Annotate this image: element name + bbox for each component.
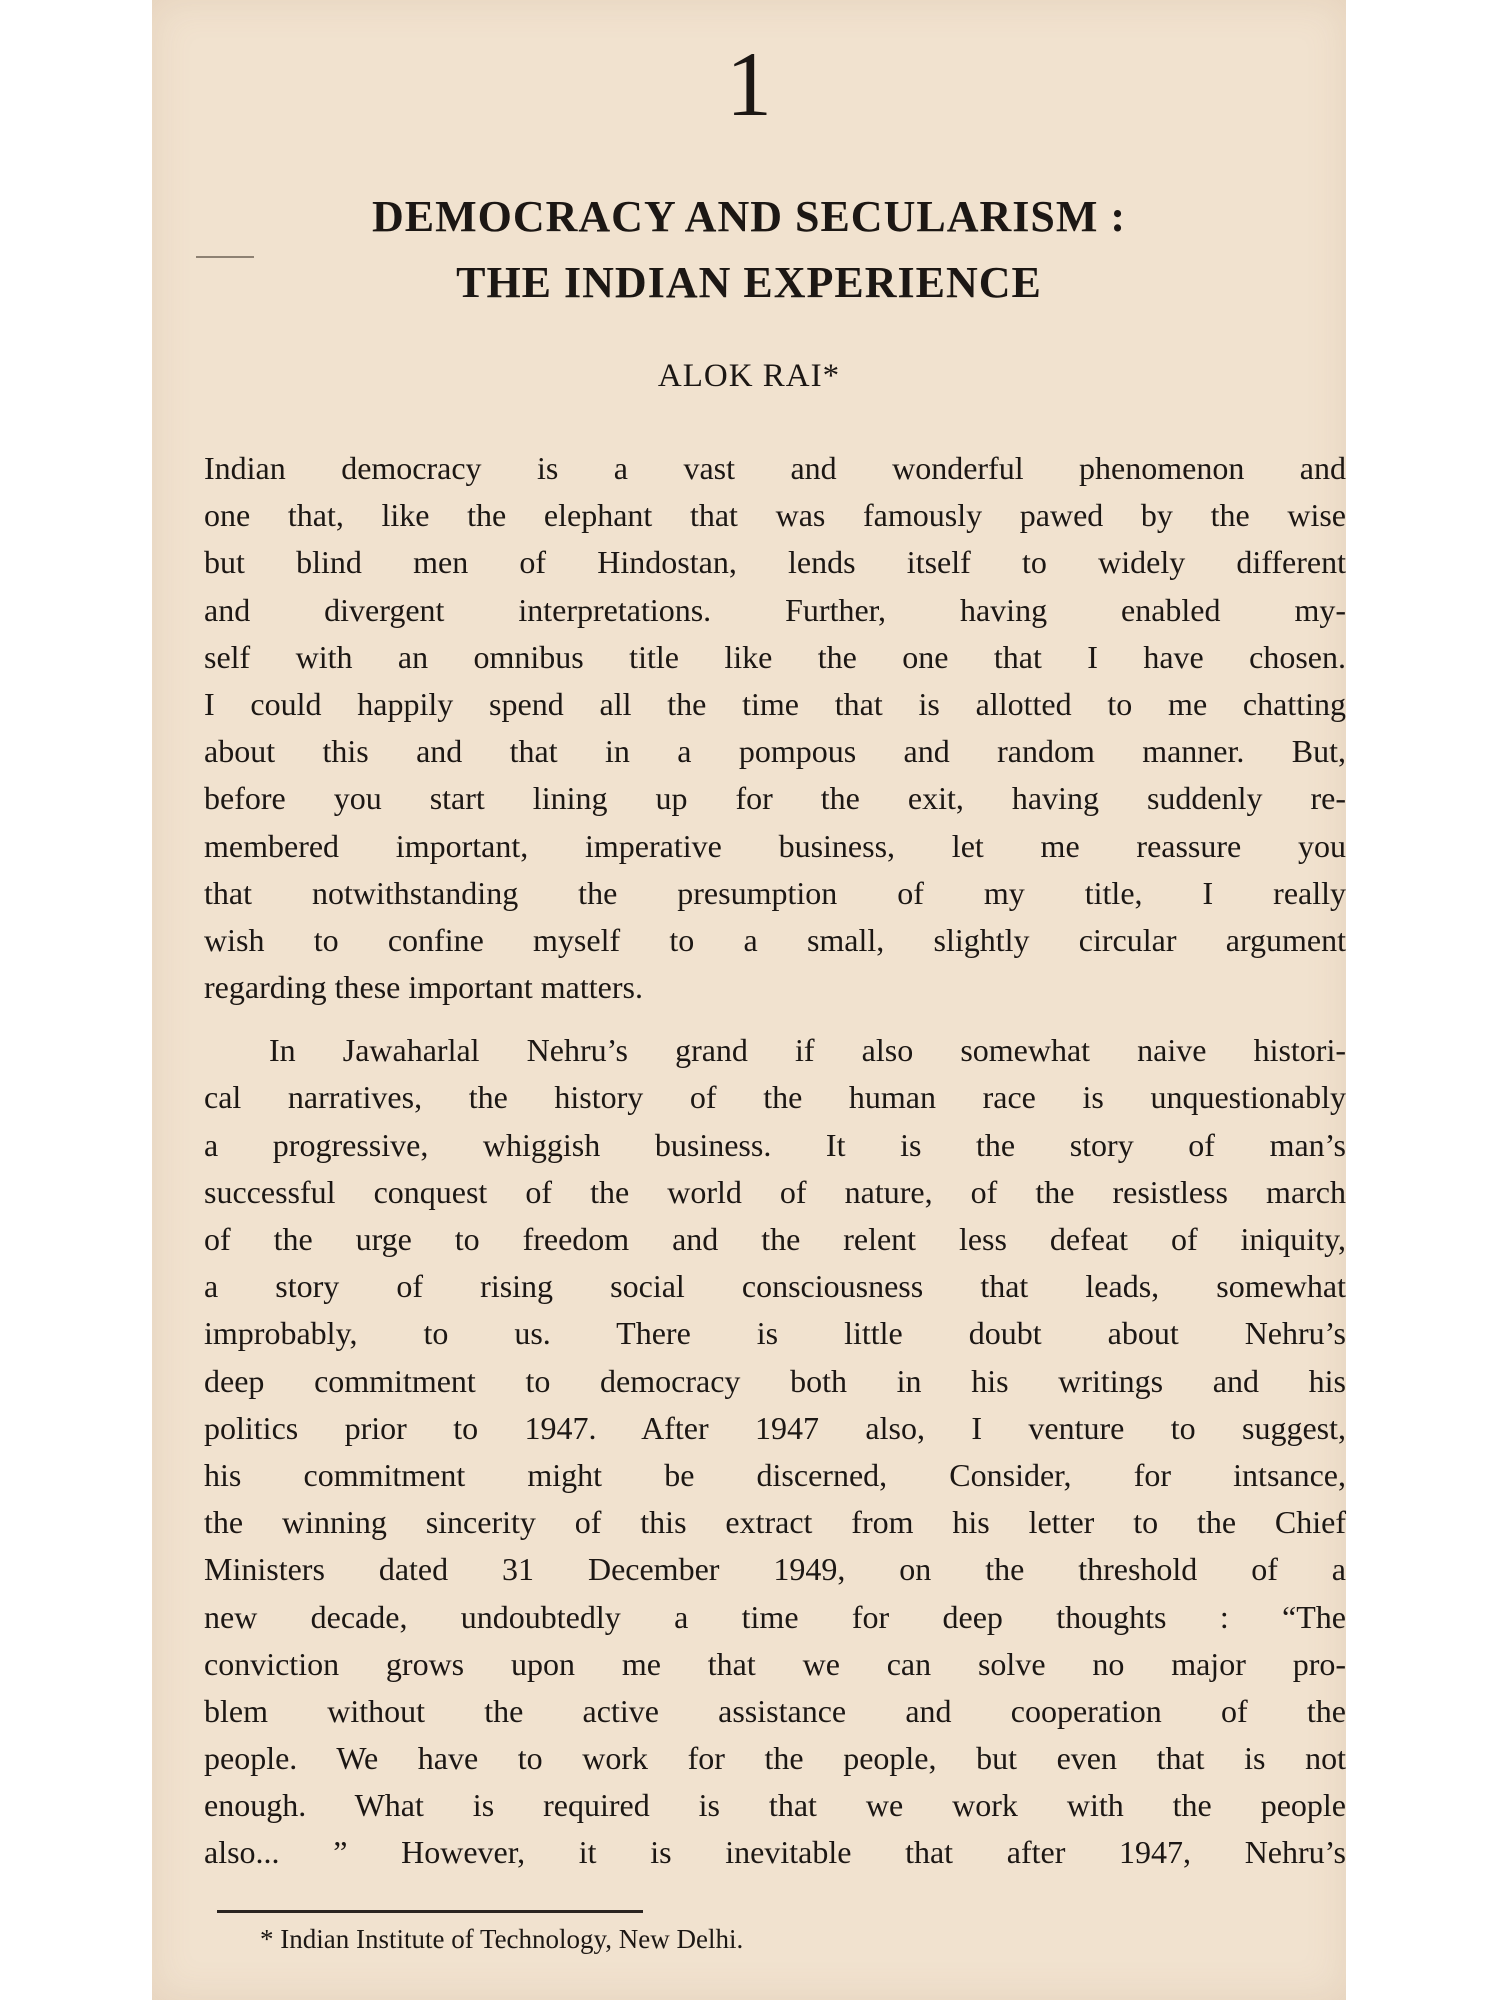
text-line: membered important, imperative business, let me reassure you: [204, 827, 1346, 864]
text-line: new decade, undoubtedly a time for deep thoughts : “The: [204, 1598, 1346, 1635]
text-line: also... ” However, it is inevitable that after 1947, Nehru’s: [204, 1834, 1346, 1871]
text-line: enough. What is required is that we work with the people: [204, 1787, 1346, 1824]
chapter-title-line-2: THE INDIAN EXPERIENCE: [456, 258, 1042, 307]
text-line: politics prior to 1947. After 1947 also, I venture to suggest,: [204, 1409, 1346, 1446]
chapter-title-line-1: DEMOCRACY AND SECULARISM :: [371, 192, 1127, 241]
text-line: blem without the active assistance and cooperation of the: [204, 1692, 1346, 1729]
author-name: ALOK RAI*: [657, 358, 841, 394]
text-line: self with an omnibus title like the one that I have chosen.: [204, 638, 1346, 675]
body-text: [204, 445, 1346, 1877]
paragraph-gap: [204, 1011, 1346, 1027]
text-line: Ministers dated 31 December 1949, on the threshold of a: [204, 1551, 1346, 1588]
paragraph-1: [204, 445, 1346, 1011]
book-page: [152, 0, 1346, 2000]
text-line: I could happily spend all the time that is allotted to me chatting: [204, 685, 1346, 722]
footnote: * Indian Institute of Technology, New Delhi.: [260, 1924, 744, 1954]
text-line: conviction grows upon me that we can solve no major pro-: [204, 1645, 1346, 1682]
text-line: deep commitment to democracy both in his writings and his: [204, 1362, 1346, 1399]
paragraph-2: [204, 1027, 1346, 1876]
footnote-rule: [217, 1910, 643, 1913]
text-line: successful conquest of the world of nature, of the resistless march: [204, 1173, 1346, 1210]
text-line: but blind men of Hindostan, lends itself to widely different: [204, 544, 1346, 581]
text-line: a story of rising social consciousness that leads, somewhat: [204, 1268, 1346, 1305]
text-line: of the urge to freedom and the relent less defeat of iniquity,: [204, 1221, 1346, 1257]
text-line: and divergent interpretations. Further, having enabled my-: [204, 591, 1346, 628]
chapter-title: [152, 184, 1346, 316]
text-line: improbably, to us. There is little doubt about Nehru’s: [204, 1315, 1346, 1352]
text-line: wish to confine myself to a small, slightly circular argument: [204, 921, 1346, 958]
text-line: cal narratives, the history of the human race is unquestionably: [204, 1079, 1346, 1116]
text-line: people. We have to work for the people, but even that is not: [204, 1740, 1346, 1777]
text-line: his commitment might be discerned, Consider, for intsance,: [204, 1456, 1346, 1493]
chapter-number: 1: [726, 33, 772, 135]
text-line: before you start lining up for the exit, having suddenly re-: [204, 780, 1346, 817]
text-line: one that, like the elephant that was famously pawed by the wise: [204, 497, 1346, 534]
text-line: the winning sincerity of this extract from his letter to the Chief: [204, 1504, 1346, 1541]
text-line: regarding these important matters.: [204, 969, 643, 1006]
text-line: about this and that in a pompous and random manner. But,: [204, 733, 1346, 770]
text-line: a progressive, whiggish business. It is the story of man’s: [204, 1126, 1346, 1163]
text-line: Indian democracy is a vast and wonderful phenomenon and: [204, 450, 1346, 486]
text-line: In Jawaharlal Nehru’s grand if also somewhat naive histori-: [269, 1032, 1346, 1069]
text-line: that notwithstanding the presumption of my title, I really: [204, 874, 1346, 911]
